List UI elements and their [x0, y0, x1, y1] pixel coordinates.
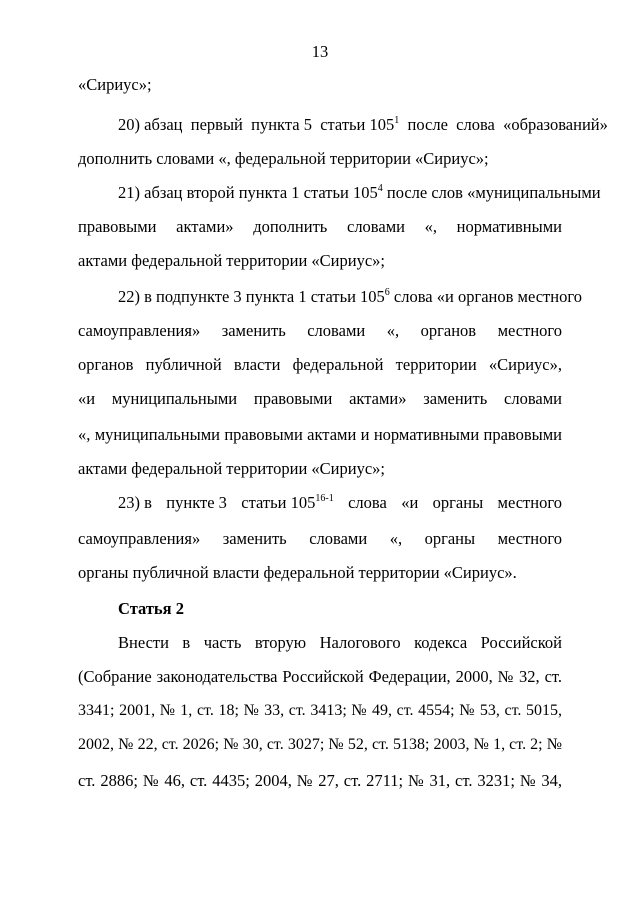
text-line [78, 562, 562, 584]
text-line [78, 216, 562, 238]
word: «и [401, 493, 419, 512]
word: статьи 105$^{16-1}$ [241, 493, 334, 512]
line-text: актами федеральной территории «Сириус»; [78, 459, 385, 478]
line-text: органы публичной власти федеральной территории «Сириус». [78, 563, 517, 582]
text-line [78, 250, 562, 272]
text-line [78, 424, 562, 446]
line-text: актами федеральной территории «Сириус»; [78, 251, 385, 270]
superscript: 1 [394, 115, 400, 126]
text-line [78, 354, 562, 376]
text-line [78, 734, 562, 756]
line-text: органов публичной власти федеральной территории «Сириус», [78, 355, 562, 374]
line-text: 2002, № 22, ст. 2026; № 30, ст. 3027; № 52, ст. 5138; 2003, № 1, ст. 2; № [78, 736, 562, 753]
word: органы [432, 493, 484, 512]
line-text: ст. 2886; № 46, ст. 4435; 2004, № 27, ст. 2711; № 31, ст. 3231; № 34, [78, 771, 562, 790]
text-line [78, 148, 562, 170]
word: слова [348, 493, 387, 512]
line-text: 22) в подпункте 3 пункта 1 статьи $105^6$ слова «и органов местного [118, 287, 582, 306]
text-line [78, 74, 562, 96]
text-line [78, 388, 562, 410]
text-line [78, 528, 562, 550]
superscript: 6 [384, 287, 390, 298]
line-text: самоуправления» заменить словами «, органов местного [78, 321, 562, 340]
page-number: 13 [311, 42, 329, 61]
paragraph-item-23 [118, 492, 562, 514]
text-line [78, 666, 562, 688]
line-text: «и муниципальными правовыми актами» заменить словами [78, 389, 562, 408]
word: 23) в [118, 493, 152, 512]
line-text: «Сириус»; [78, 75, 152, 94]
text-line [78, 458, 562, 480]
paragraph-item-21 [118, 182, 601, 204]
line-text: 3341; 2001, № 1, ст. 18; № 33, ст. 3413; № 49, ст. 4554; № 53, ст. 5015, [78, 702, 562, 719]
text-line [118, 632, 562, 654]
paragraph-item-20 [118, 114, 608, 136]
line-text: самоуправления» заменить словами «, органы местного [78, 529, 562, 548]
superscript: 16-1 [315, 493, 334, 504]
line-text: правовыми актами» дополнить словами «, нормативными [78, 217, 562, 236]
superscript: 4 [377, 183, 383, 194]
heading-text: Статья 2 [118, 599, 184, 618]
line-text: дополнить словами «, федеральной территории «Сириус»; [78, 149, 489, 168]
paragraph-item-22 [118, 286, 582, 308]
word: пункте 3 [166, 493, 227, 512]
article-heading [118, 598, 562, 620]
line-text: (Собрание законодательства Российской Федерации, 2000, № 32, ст. [78, 667, 562, 686]
line-text: «, муниципальными правовыми актами и нормативными правовыми [78, 425, 562, 444]
line-text: 21) абзац второй пункта 1 статьи $105^4$ после слов «муниципальными [118, 183, 601, 202]
text-line [78, 770, 562, 792]
line-text: Внести в часть вторую Налогового кодекса Российской [118, 633, 562, 652]
text-line [78, 320, 562, 342]
line-text: 20) абзац первый пункта 5 статьи $105^1$ после слова «образований» [118, 115, 608, 134]
word: местного [497, 493, 562, 512]
text-line [78, 700, 562, 722]
